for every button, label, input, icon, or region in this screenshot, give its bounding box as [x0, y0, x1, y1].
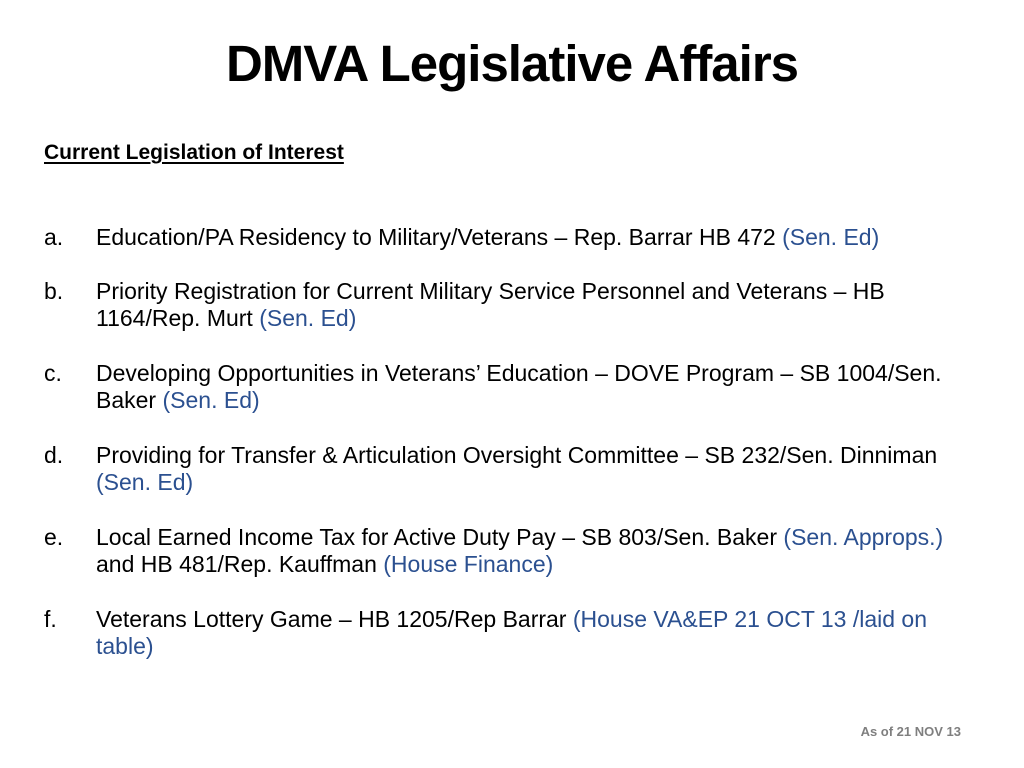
- bill-status: (Sen. Ed): [162, 387, 260, 413]
- bill-status: (House VA&EP 21 OCT 13 /laid on table): [96, 606, 928, 659]
- list-marker: e.: [44, 524, 64, 550]
- bill-description: Developing Opportunities in Veterans’ Education – DOVE Program – SB 1004/Sen. Baker: [96, 360, 942, 413]
- list-marker: c.: [44, 360, 62, 386]
- list-item: [44, 524, 984, 578]
- list-marker: d.: [44, 442, 64, 468]
- list-marker: a.: [44, 224, 64, 250]
- bill-status: (Sen. Ed): [782, 224, 880, 250]
- list-item: [44, 360, 984, 414]
- list-item: [44, 442, 984, 496]
- bill-status: (Sen. Ed): [259, 305, 357, 331]
- bill-status: (Sen. Ed): [96, 469, 194, 495]
- bill-description: Education/PA Residency to Military/Veterans – Rep. Barrar HB 472: [96, 224, 783, 250]
- list-item-text: [96, 524, 984, 578]
- list-item: [44, 606, 984, 660]
- list-marker: b.: [44, 278, 64, 304]
- list-item: [44, 278, 984, 332]
- section-heading: Current Legislation of Interest: [44, 141, 344, 164]
- bill-description: Providing for Transfer & Articulation Oversight Committee – SB 232/Sen. Dinniman: [96, 442, 938, 468]
- bill-description: Priority Registration for Current Military Service Personnel and Veterans – HB 1164/Rep. Murt: [96, 278, 885, 331]
- list-item: [44, 224, 984, 251]
- bill-status-secondary: (House Finance): [383, 551, 554, 577]
- slide-title: DMVA Legislative Affairs: [225, 35, 799, 92]
- list-item-text: [96, 278, 984, 332]
- list-item-text: [96, 442, 984, 496]
- list-item-text: [96, 224, 984, 251]
- list-item-text: [96, 606, 984, 660]
- bill-description-continued: and HB 481/Rep. Kauffman: [96, 551, 384, 577]
- as-of-date: As of 21 NOV 13: [860, 724, 961, 739]
- list-marker: f.: [44, 606, 57, 632]
- bill-description: Veterans Lottery Game – HB 1205/Rep Barrar: [96, 606, 573, 632]
- bill-description: Local Earned Income Tax for Active Duty Pay – SB 803/Sen. Baker: [96, 524, 784, 550]
- bill-status: (Sen. Approps.): [783, 524, 944, 550]
- list-item-text: [96, 360, 984, 414]
